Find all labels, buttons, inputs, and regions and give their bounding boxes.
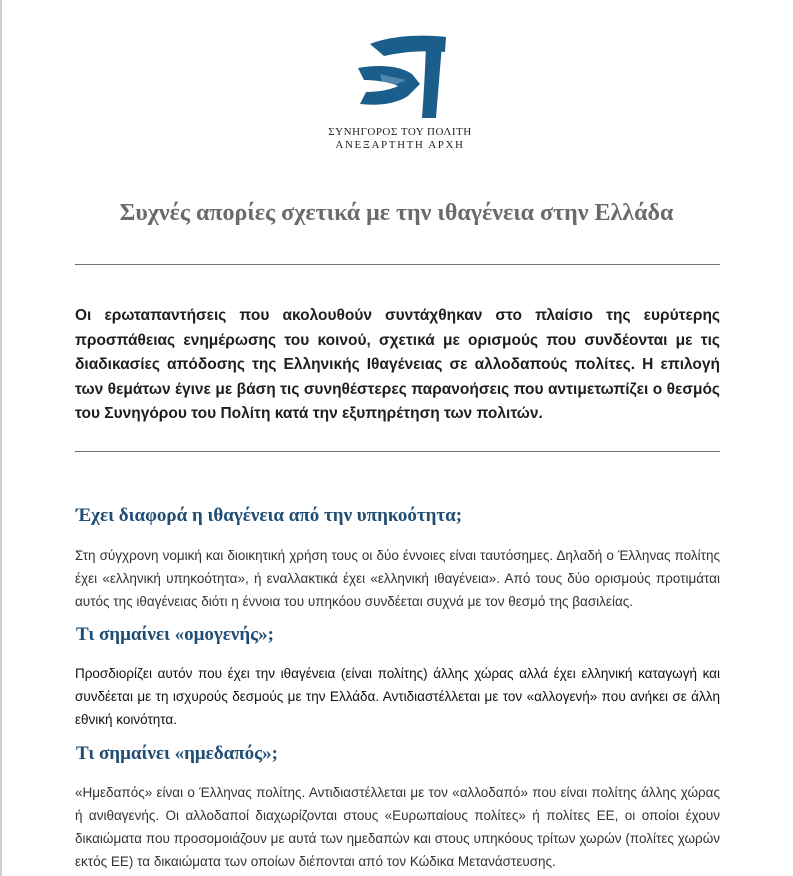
divider-top <box>75 264 720 265</box>
section-text-imedapos: «Ημεδαπός» είναι ο Έλληνας πολίτης. Αντιδιαστέλλεται με τον «αλλοδαπό» που είναι πολίτης άλλης χώρας ή ανιθαγενής. Οι αλλοδαποί διαχωρίζονται στους «Ευρωπαίους πολίτες» ή πολίτες ΕΕ, οι οποίοι έχουν δικαιώματα που προσομοιάζουν με αυτά των ημεδαπών και στους υπηκόους τρίτων χωρών (πολίτες χωρών εκτός ΕΕ) τα δικαιώματα των οποίων διέπονται από τον Κώδικα Μετανάστευσης. <box>75 785 720 869</box>
logo-name: ΣΥΝΗΓΟΡΟΣ ΤΟΥ ΠΟΛΙΤΗ <box>328 126 472 138</box>
section-heading-citizenship: Έχει διαφορά η ιθαγένεια από την υπηκοότητα; <box>76 505 463 526</box>
logo <box>325 30 475 150</box>
section-heading-omogenis: Τι σημαίνει «ομογενής»; <box>76 624 275 645</box>
page-edge <box>0 0 2 876</box>
section-heading-imedapos: Τι σημαίνει «ημεδαπός»; <box>76 743 279 764</box>
section-text-omogenis: Προσδιορίζει αυτόν που έχει την ιθαγένεια (είναι πολίτης) άλλης χώρας αλλά έχει ελληνική καταγωγή και συνδέεται με τη ισχυρούς δεσμούς με την Ελλάδα. Αντιδιαστέλλεται με τον «αλλογενή» που ανήκει σε άλλη εθνική κοινότητα. <box>75 666 720 727</box>
logo-subtitle: ΑΝΕΞΑΡΤΗΤΗ ΑΡΧΗ <box>335 139 465 151</box>
ombudsman-logo-icon <box>350 30 450 122</box>
page-title: Συχνές απορίες σχετικά με την ιθαγένεια στην Ελλάδα <box>119 200 674 226</box>
intro-paragraph: Οι ερωταπαντήσεις που ακολουθούν συντάχθηκαν στο πλαίσιο της ευρύτερης προσπάθειας ενημέρωσης του κοινού, σχετικά με ορισμούς που συνδέονται με τις διαδικασίες απόδοσης της Ελληνικής Ιθαγένειας σε αλλοδαπούς πολίτες. Η επιλογή των θεμάτων έγινε με βάση τις συνηθέστερες παρανοήσεις που αντιμετωπίζει ο θεσμός του Συνηγόρου του Πολίτη κατά την εξυπηρέτηση των πολιτών. <box>75 307 720 422</box>
divider-bottom <box>75 451 720 452</box>
section-text-citizenship: Στη σύγχρονη νομική και διοικητική χρήση τους οι δύο έννοιες είναι ταυτόσημες. Δηλαδή ο Έλληνας πολίτης έχει «ελληνική υπηκοότητα», ή εναλλακτικά έχει «ελληνική ιθαγένεια». Από τους δύο ορισμούς προτιμάται αυτός της ιθαγένειας διότι η έννοια του υπηκόου συνδέεται συχνά με τον θεσμό της βασιλείας. <box>75 548 720 609</box>
